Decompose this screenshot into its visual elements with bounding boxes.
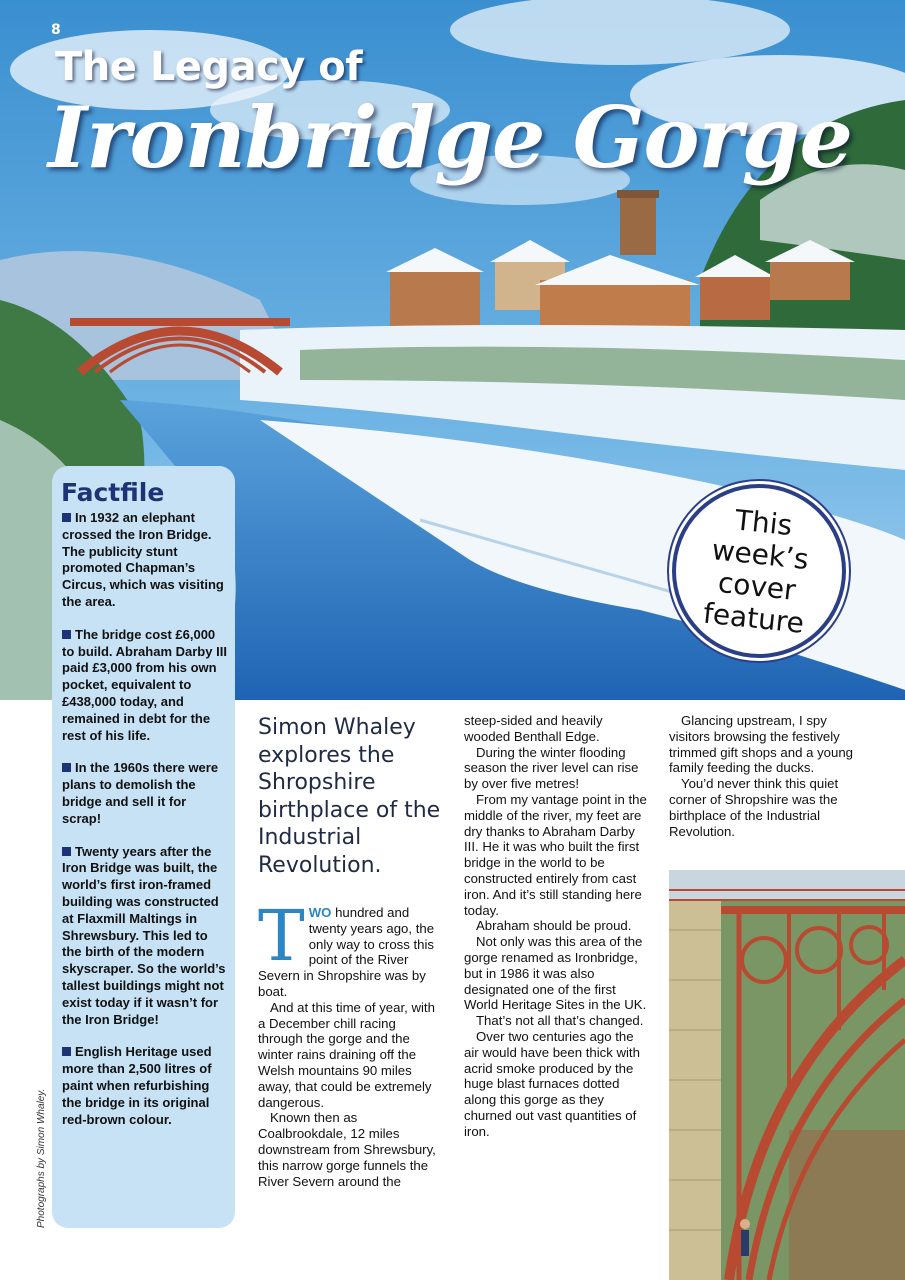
article-paragraph: You’d never think this quiet corner of Shropshire was the birthplace of the Industrial Revolution. bbox=[669, 776, 839, 839]
bullet-square-icon bbox=[62, 630, 71, 639]
article-paragraph: And at this time of year, with a December chill racing through the gorge and the winter rains draining off the Welsh mountains 90 miles away, that could be extremely dangerous. bbox=[258, 999, 435, 1110]
article-paragraph: Glancing upstream, I spy visitors browsing the festively trimmed gift shops and a young family feeding the ducks. bbox=[669, 713, 853, 776]
article-column-3 bbox=[669, 713, 859, 839]
article-column-2 bbox=[464, 713, 650, 1140]
bullet-square-icon bbox=[62, 847, 71, 856]
page-number: 8 bbox=[51, 22, 61, 38]
bullet-square-icon bbox=[62, 763, 71, 772]
cover-feature-badge bbox=[672, 484, 846, 658]
article-paragraph: That’s not all that’s changed. bbox=[476, 1013, 644, 1029]
fact-item: Twenty years after the Iron Bridge was built, the world’s first iron-framed building was constructed at Flaxmill Maltings in Shrewsbury. This led to the birth of the modern skyscraper. So the world’s tallest buildings might not exist today if it wasn’t for the Iron Bridge! bbox=[62, 843, 226, 1027]
lead-word: WO bbox=[308, 905, 332, 920]
standfirst: Simon Whaley explores the Shropshire birthplace of the Industrial Revolution. bbox=[258, 715, 441, 878]
fact-item: English Heritage used more than 2,500 litres of paint when refurbishing the bridge in its original red-brown colour. bbox=[62, 1044, 212, 1127]
fact-item: In the 1960s there were plans to demolish the bridge and sell it for scrap! bbox=[62, 760, 219, 826]
dropcap: T bbox=[258, 895, 305, 977]
fact-item: The bridge cost £6,000 to build. Abraham Darby III paid £3,000 from his own pocket, equivalent to £438,000 today, and remained in debt for the rest of his life. bbox=[62, 626, 227, 743]
photo-credit: Photographs by Simon Whaley. bbox=[36, 1088, 47, 1228]
factfile-box bbox=[52, 466, 235, 1228]
bullet-square-icon bbox=[62, 1047, 71, 1056]
article-paragraph: steep-sided and heavily wooded Benthall Edge. bbox=[464, 713, 603, 744]
title-line-2: Ironbridge Gorge bbox=[48, 88, 852, 187]
bullet-square-icon bbox=[62, 513, 71, 522]
badge-text: This week’s cover feature bbox=[702, 503, 811, 640]
article-paragraph: Not only was this area of the gorge renamed as Ironbridge, but in 1986 it was also designated one of the first World Heritage Sites in the UK. bbox=[464, 934, 647, 1013]
article-paragraph: Known then as Coalbrookdale, 12 miles downstream from Shrewsbury, this narrow gorge funnels the River Severn around the bbox=[258, 1110, 436, 1189]
iron-bridge-photo bbox=[669, 870, 905, 1280]
article-paragraph: From my vantage point in the middle of the river, my feet are dry thanks to Abraham Darby III. He it was who built the first bridge in the world to be constructed entirely from cast iron. And it’s still standing here today. bbox=[464, 791, 647, 918]
fact-item: In 1932 an elephant crossed the Iron Bridge. The publicity stunt promoted Chapman’s Circus, which was visiting the area. bbox=[62, 510, 224, 609]
article-paragraph: Over two centuries ago the air would have been thick with acrid smoke produced by the huge blast furnaces dotted along this gorge as they churned out vast quantities of iron. bbox=[464, 1028, 640, 1139]
article-paragraph: Abraham should be proud. bbox=[476, 918, 632, 934]
factfile-heading: Factfile bbox=[61, 478, 165, 507]
title-line-1: The Legacy of bbox=[55, 44, 363, 90]
article-paragraph: During the winter flooding season the river level can rise by over five metres! bbox=[464, 744, 639, 792]
article-paragraph: TWO hundred and twenty years ago, the only way to cross this point of the River Severn in Shropshire was by boat. bbox=[258, 895, 435, 999]
article-column-1 bbox=[258, 895, 440, 1189]
